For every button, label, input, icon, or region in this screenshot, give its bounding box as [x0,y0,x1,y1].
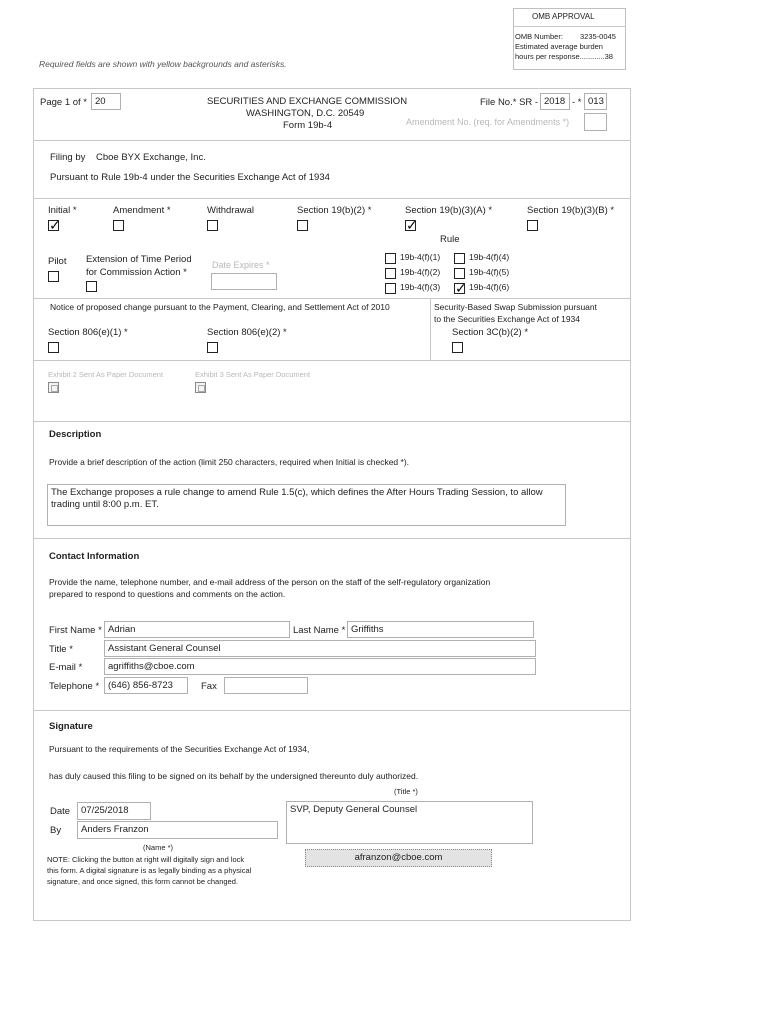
swap-line2: to the Securities Exchange Act of 1934 [434,314,581,324]
initial-label: Initial * [48,205,77,216]
agency-line2: WASHINGTON, D.C. 20549 [246,108,365,119]
extension-label-line2: for Commission Action * [86,267,187,278]
extension-label-line1: Extension of Time Period [86,254,192,265]
rule-f6-checkbox[interactable] [454,280,467,296]
signature-caused: has duly caused this filing to be signed on its behalf by the undersigned thereunto duly authorized. [49,771,419,781]
filing-by-label: Filing by [50,152,86,163]
contact-heading: Contact Information [49,551,140,562]
description-textarea[interactable] [47,484,566,526]
rule-heading: Rule [440,234,460,245]
email-field[interactable]: agriffiths@cboe.com [104,658,536,675]
rule-f3-checkbox[interactable] [385,283,396,294]
last-name-field[interactable]: Griffiths [347,621,534,638]
withdrawal-checkbox[interactable] [207,220,218,231]
date-expires-label: Date Expires * [212,260,270,270]
date-label: Date [50,806,71,817]
section-806e2-label: Section 806(e)(2) * [207,327,287,338]
swap-line1: Security-Based Swap Submission pursuant [434,302,597,312]
section-806e1-checkbox[interactable] [48,342,59,353]
initial-checkbox[interactable] [48,217,61,233]
withdrawal-label: Withdrawal [207,205,254,216]
omb-number-label: OMB Number: [515,32,563,41]
divider-filing [34,198,630,199]
omb-title: OMB APPROVAL [532,12,595,21]
section-19b3b-label: Section 19(b)(3)(B) * [527,205,615,216]
file-sep: - * [572,97,582,108]
fax-label: Fax [201,681,217,692]
rule-f1-label: 19b-4(f)(1) [400,252,441,262]
digital-sign-button[interactable] [305,849,492,867]
telephone-field[interactable]: (646) 856-8723 [104,677,188,694]
note-line2: this form. A digital signature is as legally binding as a physical [47,866,252,875]
required-fields-note: Required fields are shown with yellow backgrounds and asterisks. [39,59,287,69]
exhibit3-checkbox[interactable] [195,382,206,393]
date-expires-field[interactable] [211,273,277,290]
amendment-number-field[interactable] [584,113,607,131]
first-name-field[interactable]: Adrian [104,621,290,638]
section-19b3a-checkbox[interactable] [405,217,418,233]
divider-description [34,538,630,539]
pilot-label: Pilot [48,256,67,267]
check-mark-icon: ✓ [406,217,418,233]
page-total-field[interactable]: 20 [91,93,121,110]
extension-checkbox[interactable] [86,281,97,292]
agency-line1: SECURITIES AND EXCHANGE COMMISSION [207,96,408,107]
exhibit2-label: Exhibit 2 Sent As Paper Document [48,370,164,379]
filing-by-value: Cboe BYX Exchange, Inc. [96,152,206,163]
first-name-label: First Name * [49,625,102,636]
section-19b2-label: Section 19(b)(2) * [297,205,372,216]
omb-number-value: 3235-0045 [580,32,616,41]
amendment-checkbox[interactable] [113,220,124,231]
email-label: E-mail * [49,662,83,673]
rule-f3-label: 19b-4(f)(3) [400,282,441,292]
section-806e2-checkbox[interactable] [207,342,218,353]
description-instruction: Provide a brief description of the action (limit 250 characters, required when Initial is checked *). [49,457,410,467]
by-name-field[interactable]: Anders Franzon [77,821,278,839]
file-year-field[interactable]: 2018 [540,93,570,110]
signature-heading: Signature [49,721,93,732]
description-text-line1: The Exchange proposes a rule change to amend Rule 1.5(c), which defines the After Hours Trading Session, to allow [51,487,543,498]
divider-exhibits [34,421,630,422]
digital-sign-button-label: afranzon@cboe.com [354,852,443,863]
pilot-checkbox[interactable] [48,271,59,282]
rule-f5-checkbox[interactable] [454,268,465,279]
omb-divider [513,26,626,27]
pursuant-rule-text: Pursuant to Rule 19b-4 under the Securities Exchange Act of 1934 [50,172,330,183]
form-name: Form 19b-4 [283,120,333,131]
rule-f4-label: 19b-4(f)(4) [469,252,510,262]
omb-burden-line2: hours per response............38 [515,52,613,61]
section-19b2-checkbox[interactable] [297,220,308,231]
description-text-line2: trading until 8:00 p.m. ET. [51,499,159,510]
rule-f4-checkbox[interactable] [454,253,465,264]
section-3cb2-label: Section 3C(b)(2) * [452,327,529,338]
payment-notice: Notice of proposed change pursuant to the Payment, Clearing, and Settlement Act of 2010 [50,302,390,312]
name-caption: (Name *) [143,843,174,852]
check-mark-icon: ✓ [455,280,467,296]
divider-options [34,298,630,299]
fax-field[interactable] [224,677,308,694]
title-label: Title * [49,644,73,655]
date-field[interactable]: 07/25/2018 [77,802,151,820]
file-number-field[interactable]: 013 [584,93,607,110]
signer-title-field[interactable]: SVP, Deputy General Counsel [286,801,533,844]
notice-divider [430,298,431,360]
rule-f2-label: 19b-4(f)(2) [400,267,441,277]
signature-pursuant: Pursuant to the requirements of the Securities Exchange Act of 1934, [49,744,310,754]
file-no-label: File No.* SR - [480,97,539,108]
rule-f2-checkbox[interactable] [385,268,396,279]
section-806e1-label: Section 806(e)(1) * [48,327,128,338]
divider-contact [34,710,630,711]
contact-instruction-line2: prepared to respond to questions and comments on the action. [49,589,286,599]
note-line1: NOTE: Clicking the button at right will digitally sign and lock [47,855,245,864]
title-field[interactable]: Assistant General Counsel [104,640,536,657]
divider-notices [34,360,630,361]
exhibit3-label: Exhibit 3 Sent As Paper Document [195,370,311,379]
rule-f6-label: 19b-4(f)(6) [469,282,510,292]
section-3cb2-checkbox[interactable] [452,342,463,353]
telephone-label: Telephone * [49,681,100,692]
note-line3: signature, and once signed, this form cannot be changed. [47,877,238,886]
description-heading: Description [49,429,102,440]
amendment-label: Amendment * [113,205,171,216]
rule-f5-label: 19b-4(f)(5) [469,267,510,277]
contact-instruction-line1: Provide the name, telephone number, and e-mail address of the person on the staff of the self-regulatory organization [49,577,491,587]
by-label: By [50,825,62,836]
omb-burden-line1: Estimated average burden [515,42,603,51]
page-label: Page 1 of * [40,97,88,108]
rule-f1-checkbox[interactable] [385,253,396,264]
title-caption: (Title *) [394,787,418,796]
section-19b3b-checkbox[interactable] [527,220,538,231]
last-name-label: Last Name * [293,625,346,636]
check-mark-icon: ✓ [49,217,61,233]
amendment-number-label: Amendment No. (req. for Amendments *) [406,117,570,127]
exhibit2-checkbox[interactable] [48,382,59,393]
divider-header [34,140,630,141]
section-19b3a-label: Section 19(b)(3)(A) * [405,205,493,216]
